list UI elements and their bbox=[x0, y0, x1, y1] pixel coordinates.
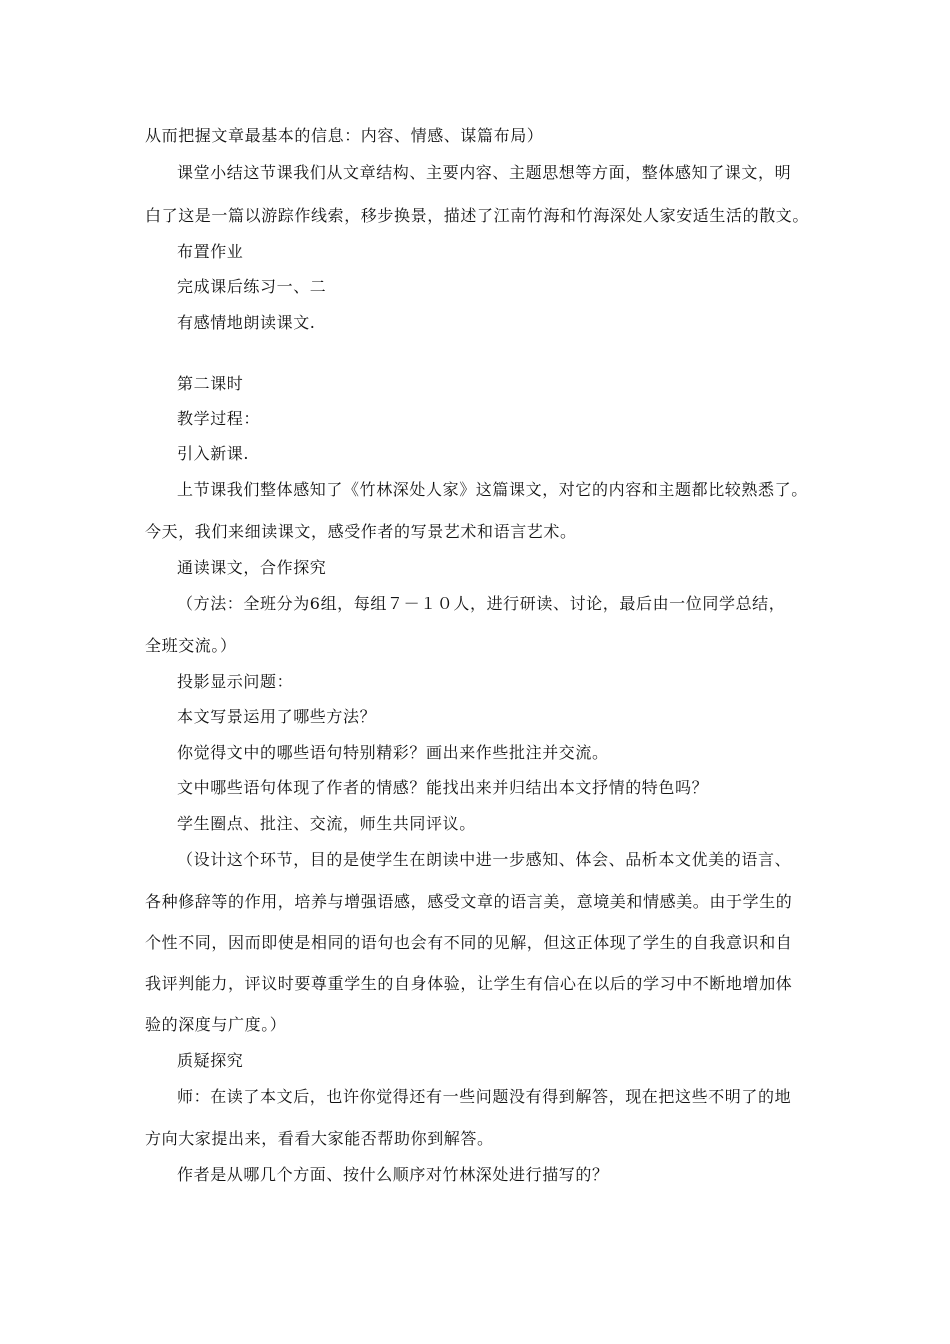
list-item: 文中哪些语句体现了作者的情感？能找出来并归结出本文抒情的特色吗？ bbox=[177, 778, 709, 797]
section-heading: 引入新课. bbox=[177, 444, 250, 463]
list-item: 本文写景运用了哪些方法？ bbox=[177, 707, 377, 726]
text-line: 我评判能力，评议时要尊重学生的自身体验，让学生有信心在以后的学习中不断地增加体 bbox=[145, 974, 793, 993]
section-heading: 通读课文，合作探究 bbox=[177, 558, 327, 577]
text-line: 验的深度与广度。） bbox=[145, 1015, 287, 1034]
text-line: 全班交流。） bbox=[145, 636, 237, 655]
text-line: 师：在读了本文后，也许你觉得还有一些问题没有得到解答，现在把这些不明了的地 bbox=[177, 1087, 792, 1106]
text-line: （方法：全班分为6组，每组７－１０人，进行研读、讨论，最后由一位同学总结， bbox=[177, 594, 786, 613]
text-line: 白了这是一篇以游踪作线索，移步换景，描述了江南竹海和竹海深处人家安适生活的散文。 bbox=[145, 206, 810, 225]
text-line: 今天，我们来细读课文，感受作者的写景艺术和语言艺术。 bbox=[145, 522, 577, 541]
list-item: 作者是从哪几个方面、按什么顺序对竹林深处进行描写的？ bbox=[177, 1165, 609, 1184]
list-item: 你觉得文中的哪些语句特别精彩？画出来作些批注并交流。 bbox=[177, 743, 609, 762]
text-line: （设计这个环节，目的是使学生在朗读中进一步感知、体会、品析本文优美的语言、 bbox=[177, 850, 792, 869]
text-line: 课堂小结这节课我们从文章结构、主要内容、主题思想等方面，整体感知了课文，明 bbox=[177, 163, 792, 182]
text-line: 上节课我们整体感知了《竹林深处人家》这篇课文，对它的内容和主题都比较熟悉了。 bbox=[177, 480, 808, 499]
text-line: 方向大家提出来，看看大家能否帮助你到解答。 bbox=[145, 1129, 494, 1148]
section-heading: 布置作业 bbox=[177, 242, 244, 261]
text-line: 投影显示问题： bbox=[177, 672, 294, 691]
text-line: 个性不同，因而即使是相同的语句也会有不同的见解，但这正体现了学生的自我意识和自 bbox=[145, 933, 793, 952]
section-heading: 质疑探究 bbox=[177, 1051, 244, 1070]
text-line: 从而把握文章最基本的信息：内容、情感、谋篇布局） bbox=[145, 126, 544, 145]
section-heading: 教学过程： bbox=[177, 409, 261, 428]
text-line: 各种修辞等的作用，培养与增强语感，感受文章的语言美，意境美和情感美。由于学生的 bbox=[145, 892, 793, 911]
text-line: 完成课后练习一、二 bbox=[177, 277, 327, 296]
text-line: 有感情地朗读课文. bbox=[177, 313, 316, 332]
text-line: 学生圈点、批注、交流，师生共同评议。 bbox=[177, 814, 476, 833]
section-heading: 第二课时 bbox=[177, 374, 244, 393]
